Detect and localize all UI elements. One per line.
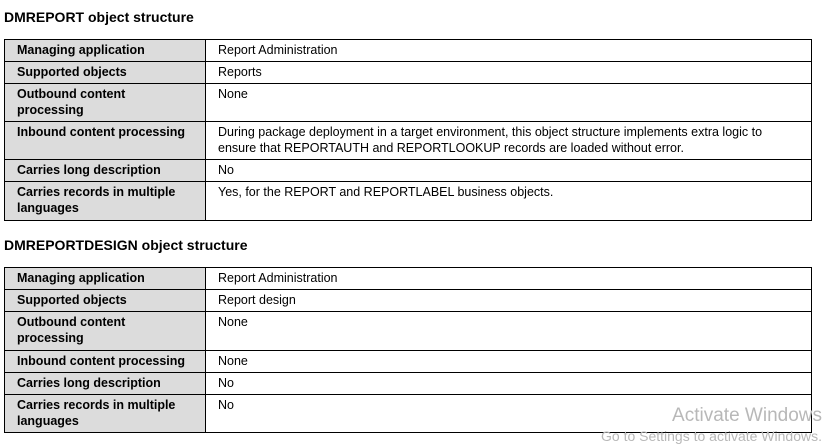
table-row [5, 373, 812, 395]
activate-windows-hint: Go to Settings to activate Windows. [601, 428, 822, 444]
table-row [5, 351, 812, 373]
row-label: Inbound content processing [5, 351, 206, 373]
table-row [5, 122, 812, 160]
row-value: No [206, 160, 812, 182]
row-label: Managing application [5, 268, 206, 290]
row-value: Report Administration [206, 40, 812, 62]
row-label: Inbound content processing [5, 122, 206, 160]
row-label: Supported objects [5, 290, 206, 312]
row-label: Supported objects [5, 62, 206, 84]
row-value: None [206, 351, 812, 373]
row-label: Carries long description [5, 373, 206, 395]
table-row [5, 290, 812, 312]
row-label: Outbound content processing [5, 84, 206, 122]
row-value: Report Administration [206, 268, 812, 290]
row-value: Yes, for the REPORT and REPORTLABEL business objects. [206, 182, 812, 221]
row-label: Managing application [5, 40, 206, 62]
table-row [5, 84, 812, 122]
row-value: During package deployment in a target environment, this object structure implements extra logic to ensure that REPORTAUTH and REPORTLOOKUP records are loaded without error. [206, 122, 812, 160]
row-value: Report design [206, 290, 812, 312]
table-row [5, 268, 812, 290]
table-row [5, 312, 812, 351]
row-value: Reports [206, 62, 812, 84]
row-value: No [206, 395, 812, 433]
row-label: Carries records in multiple languages [5, 182, 206, 221]
row-label: Outbound content processing [5, 312, 206, 351]
row-label: Carries long description [5, 160, 206, 182]
row-value: None [206, 84, 812, 122]
table-row [5, 40, 812, 62]
row-value: No [206, 373, 812, 395]
row-label: Carries records in multiple languages [5, 395, 206, 433]
table-row [5, 62, 812, 84]
row-value: None [206, 312, 812, 351]
section-title-dmreport: DMREPORT object structure [4, 9, 194, 25]
activate-windows-watermark: Activate Windows [672, 405, 822, 426]
dmreport-table [4, 39, 812, 221]
table-row [5, 182, 812, 221]
section-title-dmreportdesign: DMREPORTDESIGN object structure [4, 237, 248, 253]
table-row [5, 160, 812, 182]
